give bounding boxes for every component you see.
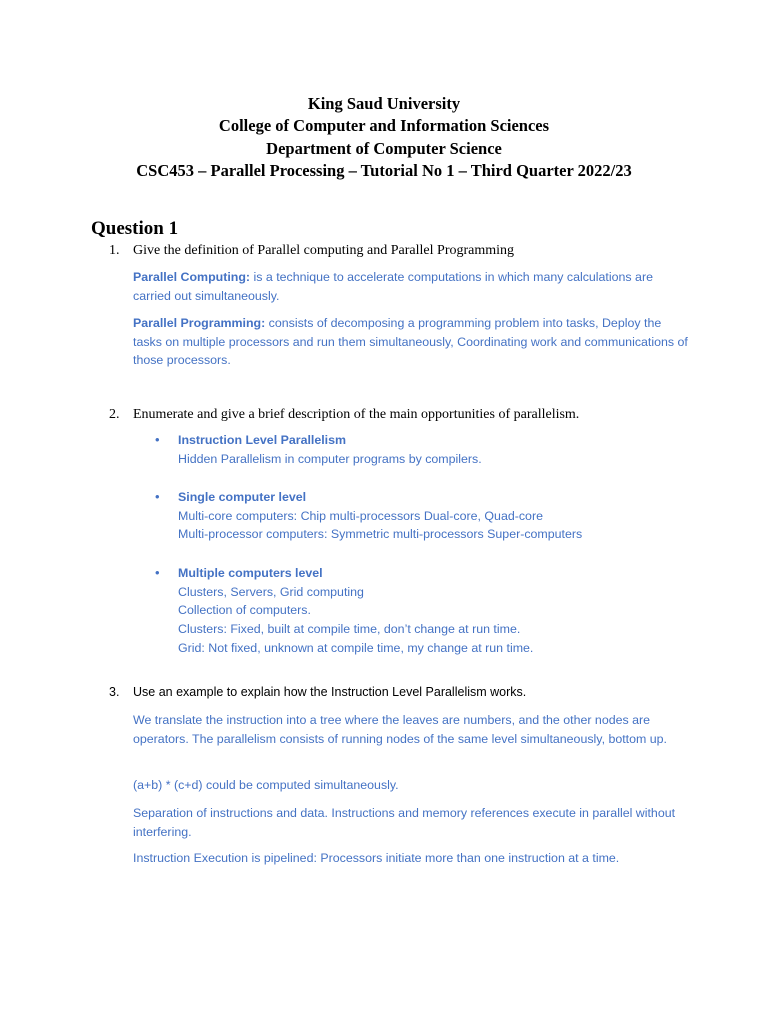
item-question-3: Use an example to explain how the Instruction Level Parallelism works. bbox=[133, 685, 527, 699]
answer-text: consists of decomposing a programming problem into tasks, Deploy the tasks on multiple processors and run them simultaneously, Coordinating work and communications of those processors. bbox=[133, 316, 688, 368]
university-name: King Saud University bbox=[307, 94, 461, 113]
bullet-icon: • bbox=[155, 565, 160, 580]
question-title: Question 1 bbox=[91, 218, 179, 239]
bullet-icon: • bbox=[155, 432, 160, 447]
item-number-3: 3. bbox=[109, 685, 120, 699]
document-header bbox=[0, 93, 768, 182]
bullet-single-computer bbox=[178, 488, 698, 544]
bullet-title: Single computer level bbox=[178, 490, 307, 504]
bullet-line: Clusters, Servers, Grid computing bbox=[178, 584, 364, 599]
bullet-title: Instruction Level Parallelism bbox=[178, 433, 347, 447]
answer-label: Parallel Computing: bbox=[133, 270, 251, 284]
answer-label: Parallel Programming: bbox=[133, 316, 266, 330]
bullet-line: Collection of computers. bbox=[178, 603, 311, 618]
bullet-line: Multi-core computers: Chip multi-processors Dual-core, Quad-core bbox=[178, 508, 543, 523]
answer-paragraph: Instruction Execution is pipelined: Processors initiate more than one instruction at a time. bbox=[133, 851, 620, 865]
course-title: CSC453 – Parallel Processing – Tutorial No 1 – Third Quarter 2022/23 bbox=[136, 160, 632, 180]
item-question-1: Give the definition of Parallel computing and Parallel Programming bbox=[133, 243, 515, 258]
college-name: College of Computer and Information Sciences bbox=[218, 116, 550, 136]
bullet-line: Clusters: Fixed, built at compile time, don’t change at run time. bbox=[178, 622, 521, 637]
item-number-1: 1. bbox=[109, 243, 120, 258]
answer-parallel-programming bbox=[133, 314, 693, 370]
bullet-instruction-level bbox=[178, 431, 698, 468]
department-name: Department of Computer Science bbox=[266, 138, 502, 158]
bullet-line: Multi-processor computers: Symmetric multi-processors Super-computers bbox=[178, 527, 583, 542]
answer-paragraph: (a+b) * (c+d) could be computed simultaneously. bbox=[133, 778, 399, 792]
item-question-2: Enumerate and give a brief description of the main opportunities of parallelism. bbox=[133, 407, 580, 422]
answer-parallel-computing bbox=[133, 268, 693, 305]
bullet-multiple-computers bbox=[178, 564, 698, 658]
bullet-line: Grid: Not fixed, unknown at compile time, my change at run time. bbox=[178, 640, 534, 655]
answer-text: is a technique to accelerate computations in which many calculations are carried out simultaneously. bbox=[133, 270, 653, 303]
answer-paragraph: We translate the instruction into a tree where the leaves are numbers, and the other nodes are operators. The parallelism consists of running nodes of the same level simultaneously, bottom up. bbox=[133, 713, 667, 746]
bullet-line: Hidden Parallelism in computer programs by compilers. bbox=[178, 451, 482, 466]
bullet-icon: • bbox=[155, 489, 160, 504]
item-number-2: 2. bbox=[109, 407, 120, 422]
answer-paragraph: Separation of instructions and data. Instructions and memory references execute in parallel without interfering. bbox=[133, 806, 676, 839]
bullet-title: Multiple computers level bbox=[178, 566, 323, 580]
